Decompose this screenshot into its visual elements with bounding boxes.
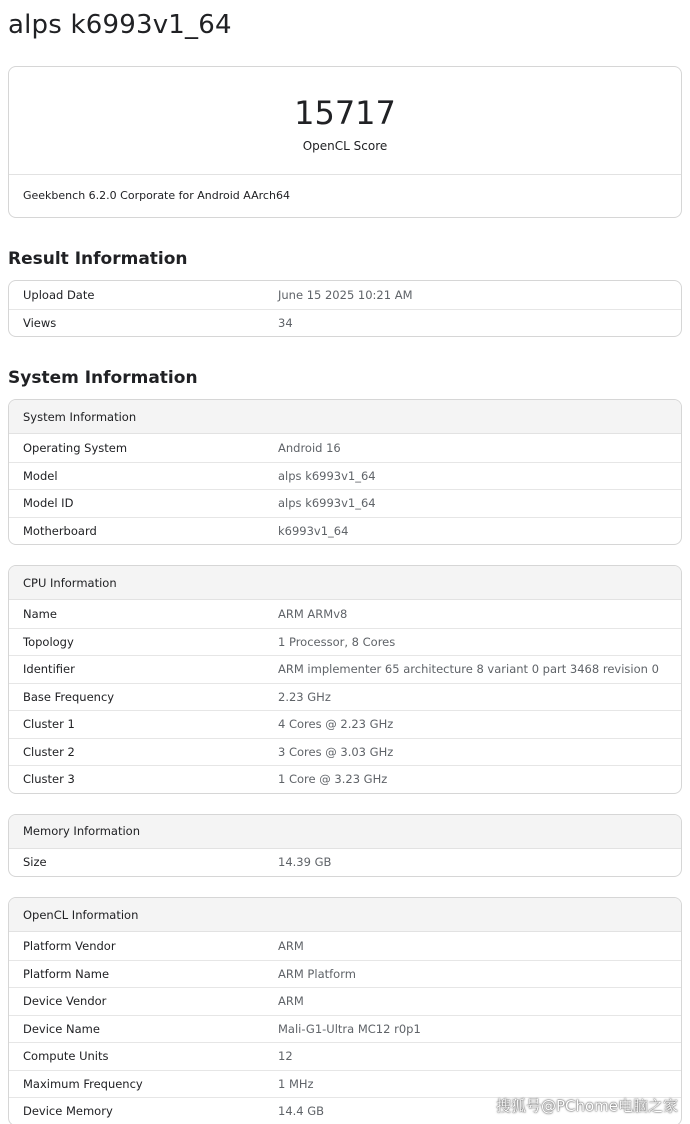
row-value: 4 Cores @ 2.23 GHz [278,717,394,732]
info-row [9,1042,681,1070]
row-value: ARM [278,994,304,1009]
card-title: Memory Information [9,815,681,849]
result-information-card [8,280,682,337]
result-information-heading: Result Information [8,249,188,269]
memory-information-card [8,814,682,878]
row-value: 14.4 GB [278,1104,325,1119]
info-row [9,281,681,309]
card-body [9,849,681,877]
row-label: Size [23,855,47,870]
info-row [9,517,681,545]
row-label: Device Vendor [23,994,107,1009]
row-label: Device Memory [23,1104,113,1119]
row-value: 14.39 GB [278,855,332,870]
info-row [9,309,681,337]
card-title: CPU Information [9,566,681,600]
row-label: Model ID [23,496,74,511]
geekbench-version: Geekbench 6.2.0 Corporate for Android AArch64 [23,189,290,202]
system-information-card [8,399,682,545]
row-label: Cluster 1 [23,717,75,732]
row-value: 12 [278,1049,293,1064]
score-card [8,66,682,218]
views-label: Views [23,315,57,330]
card-title: System Information [9,400,681,434]
row-label: Maximum Frequency [23,1076,143,1091]
info-row [9,932,681,960]
system-information-heading: System Information [8,368,198,388]
info-row [9,489,681,517]
row-label: Motherboard [23,523,97,538]
card-body [9,600,681,793]
row-value: Mali-G1-Ultra MC12 r0p1 [278,1021,421,1036]
views-value: 34 [278,315,293,330]
row-value: ARM Platform [278,966,356,981]
cpu-information-card [8,565,682,794]
device-title: alps k6993v1_64 [8,10,232,40]
row-value: k6993v1_64 [278,523,349,538]
upload-date-label: Upload Date [23,287,95,302]
opencl-information-card [8,897,682,1124]
info-row [9,710,681,738]
info-row [9,1015,681,1043]
info-row [9,628,681,656]
row-label: Name [23,606,57,621]
row-label: Device Name [23,1021,100,1036]
row-value: 1 MHz [278,1076,314,1091]
row-value: Android 16 [278,440,341,455]
info-row [9,462,681,490]
row-value: 2.23 GHz [278,689,331,704]
row-label: Base Frequency [23,689,115,704]
row-label: Model [23,468,58,483]
opencl-score-label: OpenCL Score [302,139,388,153]
row-label: Identifier [23,662,75,677]
info-row [9,434,681,462]
opencl-score-value: 15717 [294,94,396,132]
row-value: ARM ARMv8 [278,606,348,621]
row-value: 3 Cores @ 3.03 GHz [278,744,394,759]
info-row [9,849,681,877]
row-label: Operating System [23,440,128,455]
row-value: alps k6993v1_64 [278,468,376,483]
upload-date-value: June 15 2025 10:21 AM [278,287,413,302]
row-label: Platform Vendor [23,938,116,953]
info-row [9,765,681,793]
row-value: 1 Core @ 3.23 GHz [278,772,388,787]
row-value: ARM [278,938,304,953]
row-value: 1 Processor, 8 Cores [278,634,396,649]
watermark: 搜狐号@PChome电脑之家 [495,1097,678,1115]
row-value: alps k6993v1_64 [278,496,376,511]
info-row [9,600,681,628]
row-label: Topology [23,634,74,649]
row-label: Compute Units [23,1049,109,1064]
card-body [9,434,681,544]
info-row [9,683,681,711]
row-value: ARM implementer 65 architecture 8 variant 0 part 3468 revision 0 [278,662,659,677]
info-row [9,655,681,683]
info-row [9,738,681,766]
row-label: Cluster 3 [23,772,75,787]
info-row [9,987,681,1015]
info-row [9,1070,681,1098]
row-label: Platform Name [23,966,110,981]
card-title: OpenCL Information [9,898,681,932]
score-summary [9,67,681,175]
info-row [9,960,681,988]
row-label: Cluster 2 [23,744,75,759]
